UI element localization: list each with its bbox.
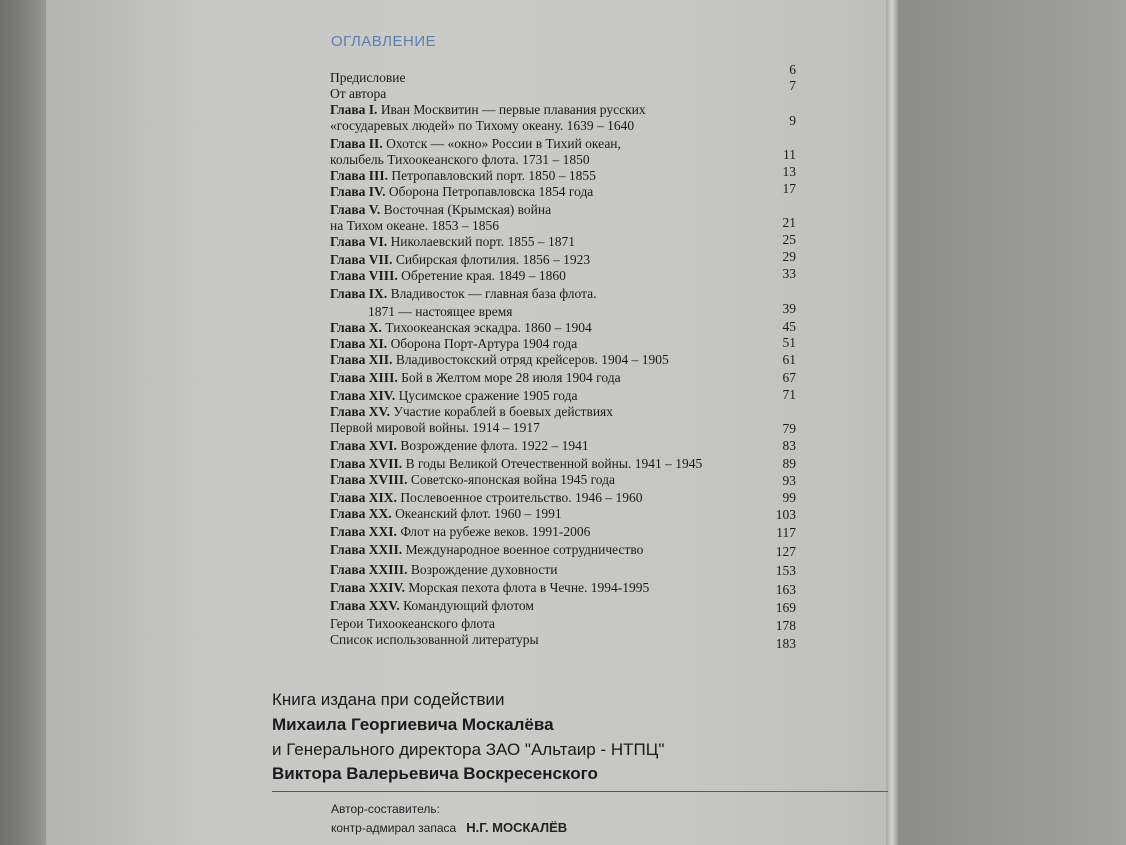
entry-title: В годы Великой Отечественной войны. 1941 – 1945: [405, 456, 703, 471]
page-number: 7: [789, 78, 796, 93]
entry-title: Первой мировой войны. 1914 – 1917: [330, 420, 540, 435]
toc-entry: [330, 472, 615, 488]
chapter-label: Глава XXV.: [330, 598, 400, 613]
toc-entry: [330, 524, 590, 540]
entry-title: Флот на рубеже веков. 1991-2006: [400, 524, 591, 539]
toc-entry: [330, 86, 386, 102]
chapter-label: Глава II.: [330, 136, 383, 151]
page-number: 29: [782, 249, 796, 264]
chapter-label: Глава X.: [330, 320, 382, 335]
compiler-line: [331, 820, 567, 835]
toc-entry: [330, 456, 702, 472]
toc-entry: [330, 370, 621, 386]
divider-line: [272, 791, 888, 792]
chapter-label: Глава VIII.: [330, 268, 398, 283]
entry-title: Тихоокеанская эскадра. 1860 – 1904: [385, 320, 592, 335]
entry-title: Герои Тихоокеанского флота: [330, 616, 496, 631]
page-number: 127: [775, 544, 796, 559]
entry-title: Список использованной литературы: [330, 632, 539, 647]
page-number: 13: [782, 164, 796, 179]
page-number: 33: [782, 266, 796, 281]
page-number: 99: [782, 490, 796, 505]
page-number: 163: [775, 582, 796, 597]
page-number: 51: [782, 335, 796, 350]
page-number: 11: [783, 147, 796, 162]
toc-entry: [330, 580, 649, 596]
entry-title: «государевых людей» по Тихому океану. 1639 – 1640: [330, 118, 635, 133]
chapter-label: Глава XXI.: [330, 524, 397, 539]
page-number: 71: [782, 387, 796, 402]
entry-title: колыбель Тихоокеанского флота. 1731 – 1850: [330, 152, 590, 167]
page-number: 83: [782, 438, 796, 453]
entry-title: Участие кораблей в боевых действиях: [393, 404, 614, 419]
page-edge: [886, 0, 898, 845]
toc-entry: [330, 70, 405, 86]
compiler-rank: контр-адмирал запаса: [331, 821, 457, 835]
toc-entry: [330, 420, 540, 436]
toc-entry: [330, 562, 558, 578]
chapter-label: Глава XXIII.: [330, 562, 408, 577]
page-number: 39: [782, 301, 796, 316]
page-number: 153: [775, 563, 796, 578]
toc-entry: [330, 490, 643, 506]
toc-entry: [330, 102, 646, 118]
toc-entry: [330, 168, 596, 184]
toc-entry: [330, 404, 613, 420]
toc-entry: [330, 136, 621, 152]
entry-title: Океанский флот. 1960 – 1991: [395, 506, 562, 521]
entry-title: Возрождение флота. 1922 – 1941: [400, 438, 589, 453]
chapter-label: Глава XIII.: [330, 370, 398, 385]
chapter-label: Глава XX.: [330, 506, 392, 521]
credits-director-name: Виктора Валерьевича Воскресенского: [272, 764, 598, 783]
toc-entry: [330, 632, 539, 648]
chapter-label: Глава XI.: [330, 336, 388, 351]
compiler-role: Автор-составитель:: [331, 802, 440, 816]
entry-title: Иван Москвитин — первые плавания русских: [380, 102, 646, 117]
page-number: 169: [775, 600, 796, 615]
entry-title: Возрождение духовности: [410, 562, 558, 577]
page-number: 17: [782, 181, 796, 196]
credits-line-3: и Генерального директора ЗАО "Альтаир - НТПЦ": [272, 740, 665, 759]
entry-title: Командующий флотом: [403, 598, 534, 613]
chapter-label: Глава I.: [330, 102, 378, 117]
entry-title: Цусимское сражение 1905 года: [398, 388, 578, 403]
page-number: 79: [782, 421, 796, 436]
entry-title: Предисловие: [330, 70, 406, 85]
page-number: 117: [776, 525, 796, 540]
entry-title: От автора: [330, 86, 387, 101]
toc-entry: [330, 252, 590, 268]
entry-title: Охотск — «окно» России в Тихий океан,: [386, 136, 621, 151]
toc-entry: [330, 598, 534, 614]
page-number: 6: [789, 62, 796, 77]
toc-entry: [330, 234, 575, 250]
page-number: 89: [782, 456, 796, 471]
chapter-label: Глава VI.: [330, 234, 388, 249]
entry-title: Международное военное сотрудничество: [405, 542, 644, 557]
chapter-label: Глава XII.: [330, 352, 393, 367]
chapter-label: Глава XIV.: [330, 388, 396, 403]
page-number: 61: [782, 352, 796, 367]
entry-title: Оборона Петропавловска 1854 года: [388, 184, 594, 199]
chapter-label: Глава IV.: [330, 184, 386, 199]
page-number: 178: [775, 618, 796, 633]
toc-entry: [330, 184, 593, 200]
entry-title: Петропавловский порт. 1850 – 1855: [391, 168, 596, 183]
background-right: [898, 0, 1126, 845]
toc-entry: [330, 336, 577, 352]
page-number: 45: [782, 319, 796, 334]
page-number: 21: [782, 215, 796, 230]
entry-title: на Тихом океане. 1853 – 1856: [330, 218, 499, 233]
entry-title: Оборона Порт-Артура 1904 года: [390, 336, 578, 351]
chapter-label: Глава IX.: [330, 286, 388, 301]
toc-entry: [330, 438, 589, 454]
chapter-label: Глава V.: [330, 202, 381, 217]
toc-entry: [330, 352, 669, 368]
toc-entry: [330, 118, 634, 134]
toc-entry: [330, 506, 562, 522]
toc-entry: [330, 152, 590, 168]
chapter-label: Глава XIX.: [330, 490, 397, 505]
chapter-label: Глава XVIII.: [330, 472, 408, 487]
chapter-label: Глава XXII.: [330, 542, 403, 557]
toc-entry: [330, 616, 495, 632]
page-number: 67: [782, 370, 796, 385]
entry-title: Обретение края. 1849 – 1860: [401, 268, 566, 283]
chapter-label: Глава XVII.: [330, 456, 403, 471]
entry-title: Сибирская флотилия. 1856 – 1923: [395, 252, 591, 267]
chapter-label: Глава VII.: [330, 252, 393, 267]
toc-entry: [330, 320, 592, 336]
page-number: 9: [789, 113, 796, 128]
page-number: 183: [775, 636, 796, 651]
chapter-label: Глава XV.: [330, 404, 390, 419]
entry-title: Бой в Желтом море 28 июля 1904 года: [401, 370, 621, 385]
toc-entry: [330, 268, 566, 284]
credits-sponsor-name: Михаила Георгиевича Москалёва: [272, 715, 554, 734]
credits-line-1: Книга издана при содействии: [272, 690, 505, 709]
toc-title: ОГЛАВЛЕНИЕ: [331, 33, 437, 50]
entry-title: 1871 — настоящее время: [368, 304, 513, 319]
entry-title: Владивостокский отряд крейсеров. 1904 – 1905: [395, 352, 669, 367]
entry-title: Восточная (Крымская) война: [383, 202, 552, 217]
page-number: 93: [782, 473, 796, 488]
entry-title: Послевоенное строительство. 1946 – 1960: [400, 490, 643, 505]
toc-entry: [330, 388, 577, 404]
chapter-label: Глава XXIV.: [330, 580, 405, 595]
chapter-label: Глава XVI.: [330, 438, 397, 453]
entry-title: Владивосток — главная база флота.: [390, 286, 597, 301]
toc-entry: [330, 286, 597, 302]
background-left: [0, 0, 46, 845]
compiler-name: Н.Г. МОСКАЛЁВ: [466, 820, 568, 835]
chapter-label: Глава III.: [330, 168, 388, 183]
page-number: 103: [775, 507, 796, 522]
page-number: 25: [782, 232, 796, 247]
toc-entry: [368, 304, 513, 320]
entry-title: Николаевский порт. 1855 – 1871: [390, 234, 576, 249]
entry-title: Морская пехота флота в Чечне. 1994-1995: [408, 580, 650, 595]
toc-entry: [330, 218, 499, 234]
toc-entry: [330, 542, 643, 558]
toc-entry: [330, 202, 551, 218]
entry-title: Советско-японская война 1945 года: [410, 472, 616, 487]
